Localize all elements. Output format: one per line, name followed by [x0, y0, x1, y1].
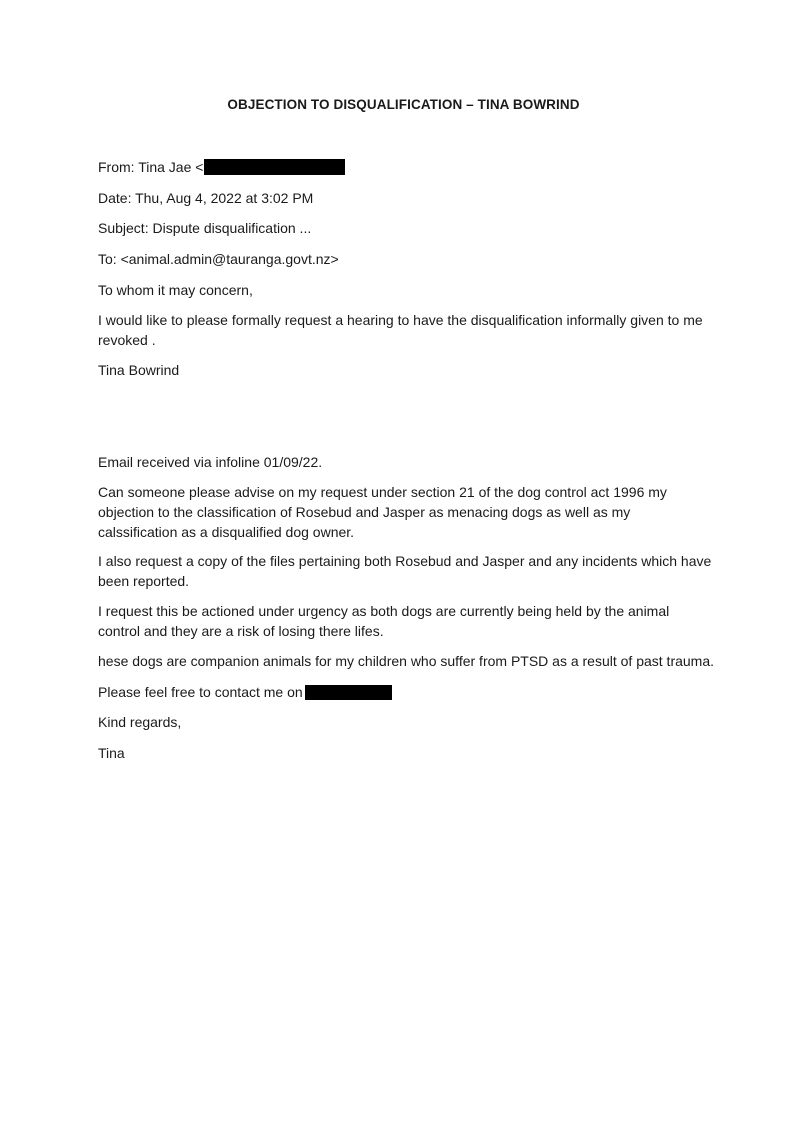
request-paragraph: I would like to please formally request a hearing to have the disqualification informally given to me revoked .: [98, 312, 703, 348]
urgency-paragraph: I request this be actioned under urgency as both dogs are currently being held by the animal control and they are a risk of losing there lifes.: [98, 603, 670, 639]
received-note: Email received via infoline 01/09/22.: [98, 454, 323, 470]
closing: Kind regards,: [98, 714, 182, 730]
greeting: To whom it may concern,: [98, 282, 253, 298]
redacted-email-block: [204, 159, 345, 175]
document-title: OBJECTION TO DISQUALIFICATION – TINA BOWRIND: [227, 97, 580, 112]
contact-line: [98, 683, 710, 703]
email-date-line: Date: Thu, Aug 4, 2022 at 3:02 PM: [98, 190, 314, 206]
companion-paragraph: hese dogs are companion animals for my children who suffer from PTSD as a result of past trauma.: [98, 653, 715, 669]
email-from-text: From: Tina Jae <: [98, 159, 204, 175]
copy-request-paragraph: I also request a copy of the files pertaining both Rosebud and Jasper and any incidents which have been reported.: [98, 553, 712, 589]
email-from-line: [98, 158, 710, 178]
redacted-phone-block: [305, 685, 392, 700]
advise-paragraph: Can someone please advise on my request under section 21 of the dog control act 1996 my objection to the classification of Rosebud and Jasper as menacing dogs as well as my calssification as a disqualified dog owner.: [98, 484, 667, 540]
email-subject-line: Subject: Dispute disqualification ...: [98, 220, 312, 236]
signature-second: Tina: [98, 745, 125, 761]
contact-text: Please feel free to contact me on: [98, 684, 303, 700]
email-to-line: To: <animal.admin@tauranga.govt.nz>: [98, 251, 339, 267]
signature-first: Tina Bowrind: [98, 362, 180, 378]
